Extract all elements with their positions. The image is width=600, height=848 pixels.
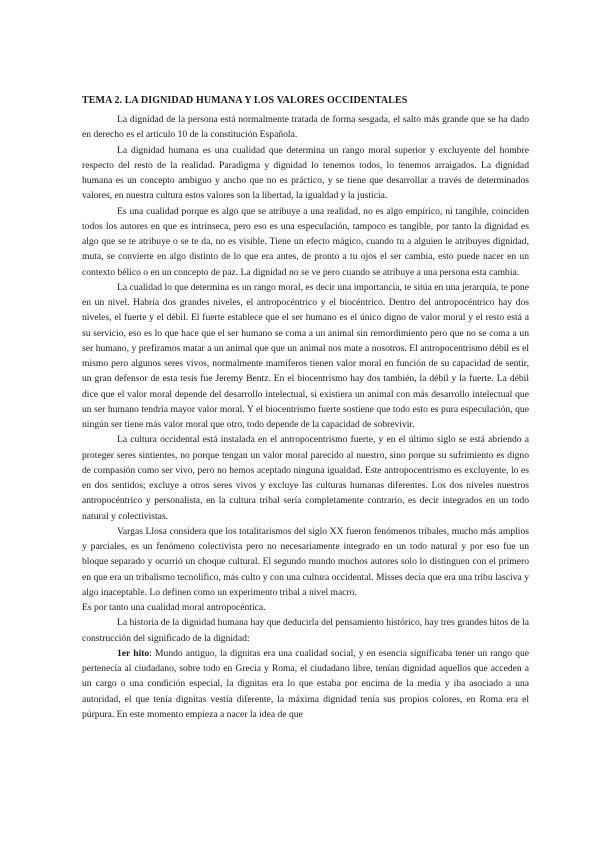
paragraph-2: La dignidad humana es una cualidad que determina un rango moral superior y excluyente del hombre respecto del resto de la realidad. Paradigma y dignidad lo tenemos todos, lo tenemos arraigados. La dignidad humana es un concepto ambiguo y ancho que no es práctico, y se tiene que desarrollar a través de determinados valores, en nuestra cultura estos valores son la libertad, la igualdad y la justicia. <box>82 144 529 202</box>
document-title: TEMA 2. LA DIGNIDAD HUMANA Y LOS VALORES OCCIDENTALES <box>82 95 408 106</box>
paragraph-1: La dignidad de la persona está normalmente tratada de forma sesgada, el salto más grande que se ha dado en derecho es el artículo 10 de la constitución Española. <box>82 114 529 141</box>
hito-label: 1er hito <box>117 647 150 659</box>
paragraph-6: Vargas Llosa considera que los totalitarismos del siglo XX fueron fenómenos tribales, mucho más amplios y parciales, es un fenómeno colectivista pero no necesariamente integrado en un todo natural y por eso fue un bloque separado y ocurrió un choque cultural. El segundo mundo muchos autores solo lo distinguen con el primero en que era un tribalismo tecnolífico, más culto y con una cultura occidental. Misses decía que era una tribu lasciva y algo inaceptable. Lo definen como un experimento tribal a nivel macro. <box>82 525 529 598</box>
paragraph-7: Es por tanto una cualidad moral antropocéntica. <box>82 602 266 613</box>
paragraph-8: La historia de la dignidad humana hay que deducirla del pensamiento histórico, hay tres grandes hitos de la construcción del significado de la dignidad: <box>82 617 529 644</box>
hito-text: : Mundo antiguo, la dignitas era una cualidad social, y en esencia significaba tener un rango que pertenecía al ciudadano, sobre todo en Grecia y Roma, el ciudadano libre, tenían dignidad aquellos que acceden a un cargo o una condición especial, la dignitas era lo que estaba por encima de la media y iba asociado a una autoridad, el que tenía dignitas vestía diferente, la máxima dignidad tenía sus propios colores, en Roma era el púrpura. En este momento empieza a nacer la idea de que <box>82 647 529 720</box>
paragraph-hito-1 <box>82 646 529 722</box>
paragraph-5: La cultura occidental está instalada en el antropocentrismo fuerte, y en el último siglo se está abriendo a proteger seres sintientes, no porque tengan un valor moral parecido al nuestro, sino porque su sufrimiento es digno de compasión como ser vivo, pero no hemos aceptado ninguna igualdad. Este antropocentrismo es excluyente, lo es en dos sentidos; excluye a otros seres vivos y excluye las culturas humanas diferentes. Los dos niveles nuestros antropocéntrico y personalista, en la cultura tribal sería completamente contrario, es decir integrados en un todo natural y colectivistas. <box>82 434 529 522</box>
document-body <box>82 93 529 722</box>
paragraph-4: La cualidad lo que determina es un rango moral, es decir una importancia, te sitúa en una jerarquía, te pone en un nivel. Habría dos grandes niveles, el antropocéntrico y el biocéntrico. Dentro del antropocéntrico hay dos niveles, el fuerte y el débil. El fuerte establece que el ser humano es el único digno de valor moral y el resto está a su servicio, eso es lo que hace que el ser humano se coma a un animal sin remordimiento pero que no se coma a un ser humano, y prefiramos matar a un animal que que un animal nos mate a nosotros. El antropocentrismo débil es el mismo pero algunos seres vivos, normalmente mamíferos tienen valor moral en función de su capacidad de sentir, un gran defensor de esta tesis fue Jeremy Bentz. En el biocentrismo hay dos también, la débil y la fuerte. La débil dice que el valor moral depende del desarrollo intelectual, si existiera un animal con más desarrollo intelectual que un ser humano tendría mayor valor moral. Y el biocentrismo fuerte sostiene que todo esto es pura especulación, que ningún ser tiene más valor moral que otro, todo depende de la capacidad de sobrevivir. <box>82 281 529 430</box>
paragraph-3: Es una cualidad porque es algo que se atribuye a una realidad, no es algo empírico, ni tangible, coinciden todos los autores en que es intrínseca, pero eso es una especulación, tampoco es tangible, por tanto la dignidad es algo que se te atribuye o se te da, no es visible. Tiene un efecto mágico, cuando tu a alguien le atribuyes dignidad, muta, se convierte en algo distinto de lo que era antes, de pronto a tu ojos el ser cambia, esto puede nacer en un contexto bélico o en un concepto de paz. La dignidad no se ve pero cuando se atribuye a una persona esta cambia. <box>82 205 529 278</box>
